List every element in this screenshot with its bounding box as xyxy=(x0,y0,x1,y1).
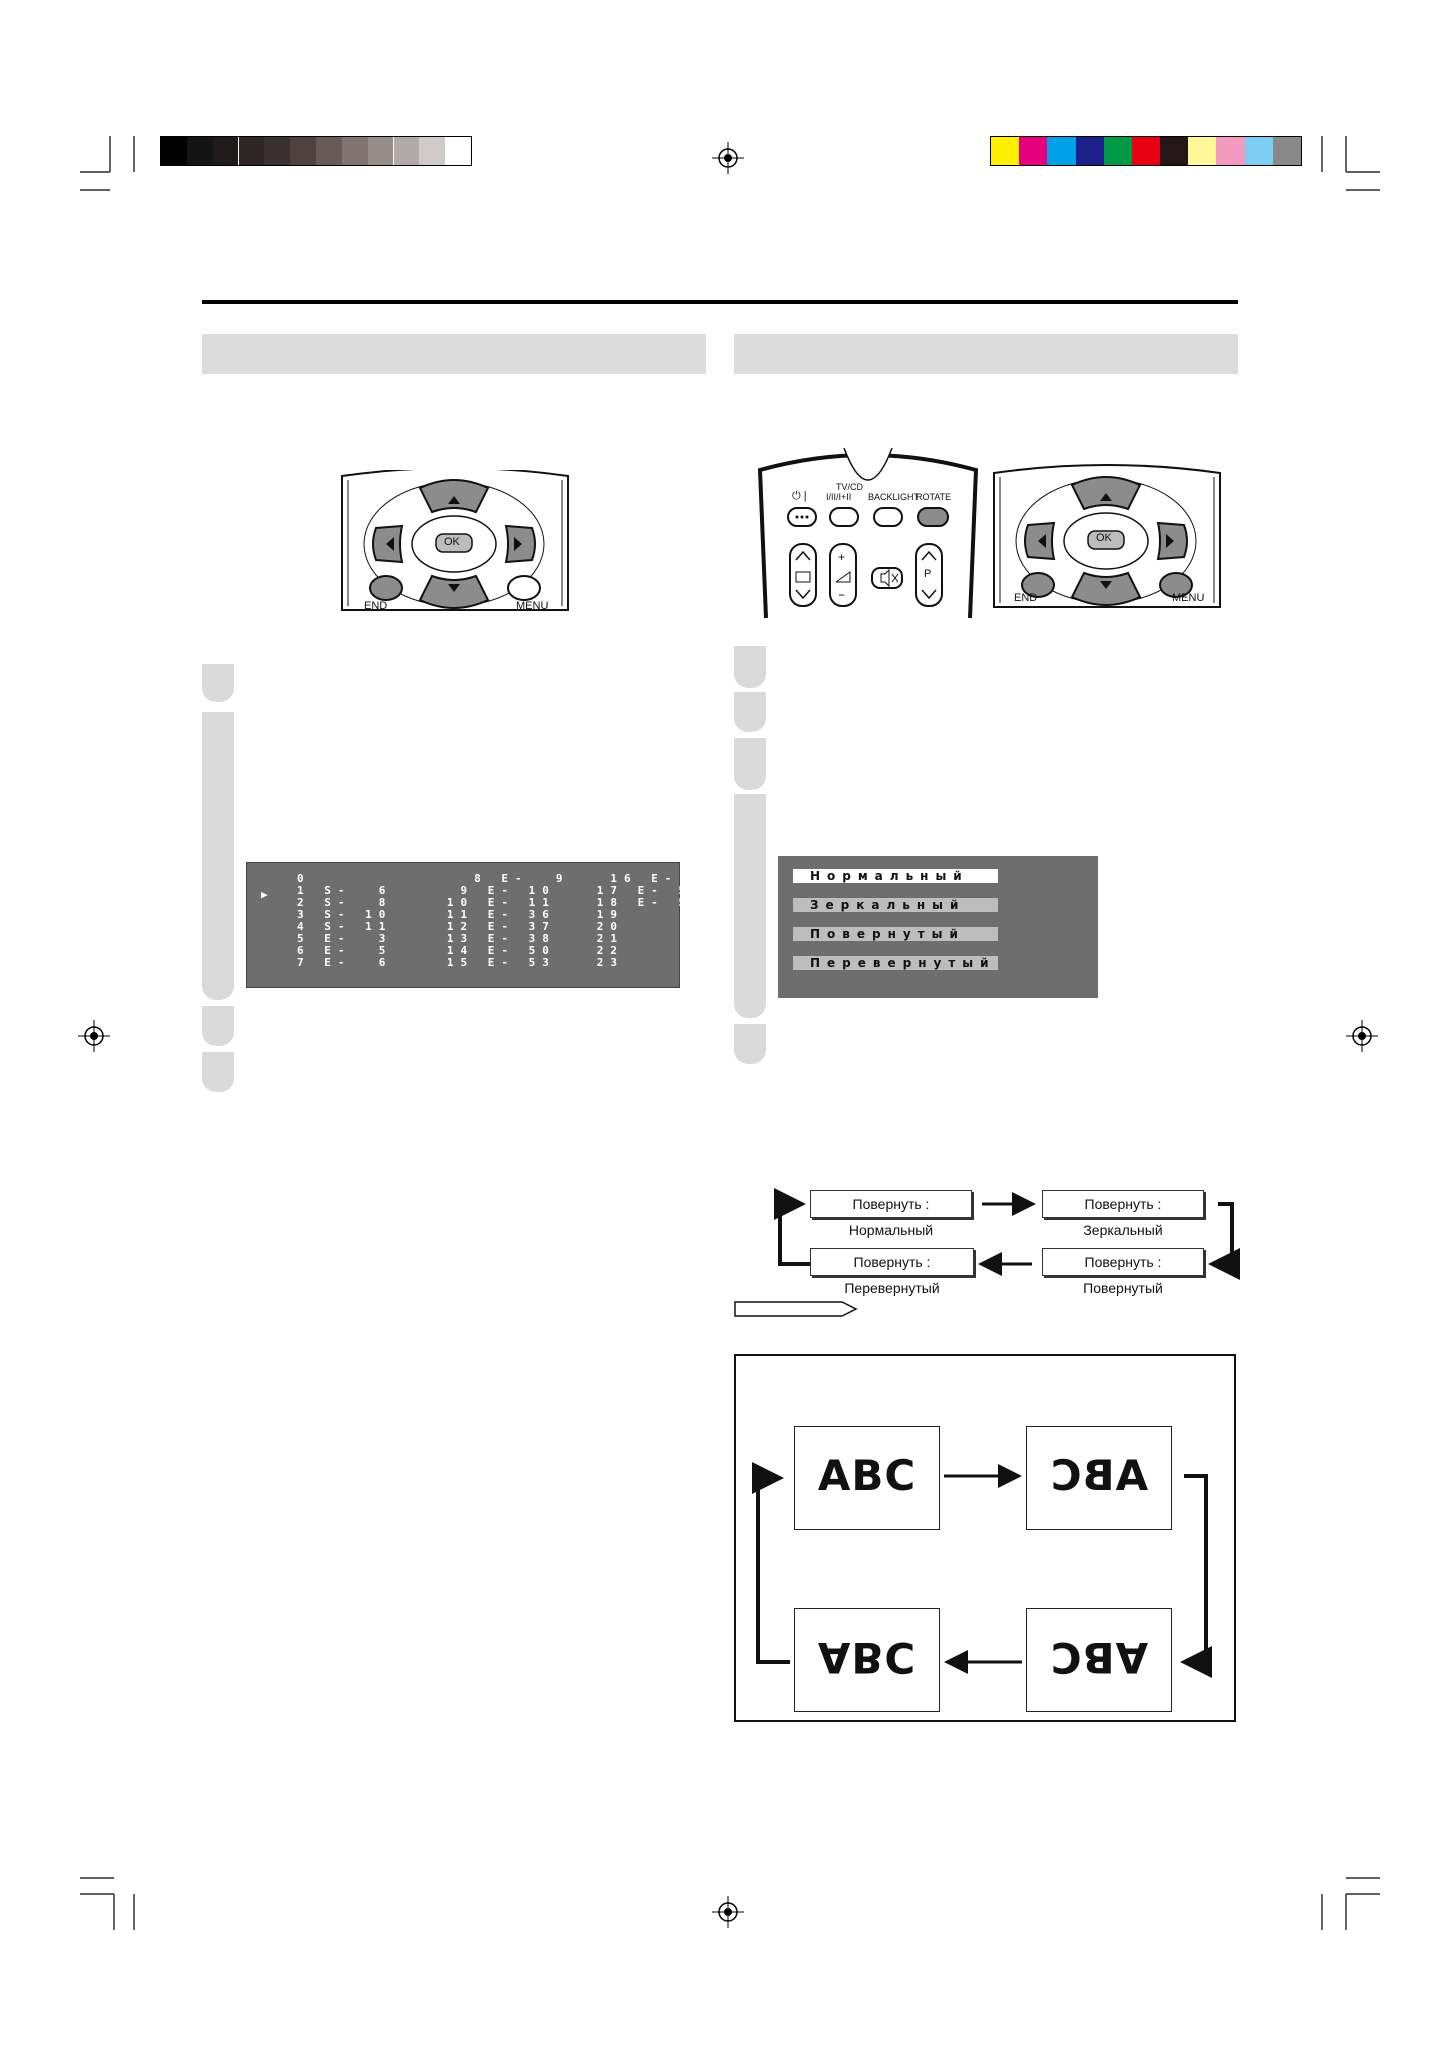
volume-plus-label: + xyxy=(838,550,846,564)
calibration-swatch xyxy=(342,137,368,165)
registration-target-icon xyxy=(1346,1020,1378,1052)
calibration-swatch xyxy=(1104,137,1132,165)
ok-button-label: OK xyxy=(444,536,460,548)
abc-text: ABC xyxy=(1049,1633,1149,1682)
registration-target-icon xyxy=(712,142,744,174)
channel-row: 6 E- 5 14 E- 50 22 xyxy=(297,944,624,957)
calibration-swatch xyxy=(1132,137,1160,165)
abc-text: ABC xyxy=(817,1451,917,1500)
remote-body-icon xyxy=(756,440,980,620)
right-remote-dpad xyxy=(992,464,1222,614)
channel-cursor: ▶ xyxy=(261,888,268,901)
registration-target-icon xyxy=(712,1896,744,1928)
cycle-mirror-box: Повернуть : Зеркальный xyxy=(1042,1190,1204,1218)
menu-item-normal[interactable]: Нормальный xyxy=(793,869,998,883)
calibration-swatch xyxy=(445,137,471,165)
menu-item-mirror[interactable]: Зеркальный xyxy=(793,898,998,912)
left-section-header xyxy=(202,334,706,374)
channel-row: 2 S- 8 10 E- 11 18 E- 57 xyxy=(297,896,706,909)
rotate-label: ROTATE xyxy=(916,492,952,502)
step-tab-1 xyxy=(202,664,234,702)
step-tab-2 xyxy=(734,692,766,732)
step-tab-4 xyxy=(202,1052,234,1092)
abc-text: ABC xyxy=(1049,1451,1149,1500)
calibration-swatch xyxy=(394,137,420,165)
menu-button-label: MENU xyxy=(516,600,549,612)
channel-list-screen xyxy=(246,862,720,988)
ok-button-label: OK xyxy=(1096,532,1112,544)
menu-item-inverted[interactable]: Перевернутый xyxy=(793,956,998,970)
right-remote-button-panel xyxy=(756,440,980,620)
step-tab-1 xyxy=(734,646,766,688)
menu-item-rotated[interactable]: Повернутый xyxy=(793,927,998,941)
calibration-swatch xyxy=(213,137,239,165)
right-section-header xyxy=(734,334,1238,374)
registration-target-icon xyxy=(78,1020,110,1052)
program-label: P xyxy=(924,568,932,580)
abc-cycle-arrows-icon xyxy=(736,1356,1234,1720)
step-tab-5 xyxy=(734,1024,766,1064)
color-calibration-bar xyxy=(990,136,1302,166)
volume-minus-label: − xyxy=(838,588,846,602)
power-label: ⏻ | xyxy=(792,490,807,502)
calibration-swatch xyxy=(419,137,445,165)
calibration-swatch xyxy=(1076,137,1104,165)
cycle-rotated-box: Повернуть : Повернутый xyxy=(1042,1248,1204,1276)
calibration-swatch xyxy=(290,137,316,165)
abc-text: ABC xyxy=(817,1633,917,1682)
left-remote-illustration xyxy=(340,470,570,614)
note-arrow-icon xyxy=(734,1298,858,1320)
channel-row: 5 E- 3 13 E- 38 21 xyxy=(297,932,624,945)
cycle-normal-box: Повернуть : Нормальный xyxy=(810,1190,972,1218)
audio-label: I/II/I+II xyxy=(826,492,852,502)
channel-row: 1 S- 6 9 E- 10 17 E- 56 xyxy=(297,884,706,897)
channel-row: 3 S- 10 11 E- 36 19 xyxy=(297,908,624,921)
step-tab-4 xyxy=(734,794,766,1018)
end-button-label: END xyxy=(1014,592,1038,604)
calibration-swatch xyxy=(187,137,213,165)
calibration-swatch xyxy=(264,137,290,165)
calibration-swatch xyxy=(1160,137,1188,165)
calibration-swatch xyxy=(1047,137,1075,165)
calibration-swatch xyxy=(1245,137,1273,165)
backlight-label: BACKLIGHT xyxy=(868,492,920,502)
calibration-swatch xyxy=(1188,137,1216,165)
abc-orientation-diagram xyxy=(734,1354,1236,1722)
calibration-swatch xyxy=(161,137,187,165)
cycle-inverted-box: Повернуть : Перевернутый xyxy=(810,1248,974,1276)
rotate-menu-screen xyxy=(778,856,1098,998)
calibration-swatch xyxy=(991,137,1019,165)
channel-row: 7 E- 6 15 E- 53 23 xyxy=(297,956,624,969)
end-button-label: END xyxy=(364,600,388,612)
menu-button-label: MENU xyxy=(1172,592,1205,604)
step-tab-3 xyxy=(734,738,766,790)
calibration-swatch xyxy=(1216,137,1244,165)
calibration-swatch xyxy=(1273,137,1301,165)
top-rule xyxy=(202,300,1238,304)
channel-row: 4 S- 11 12 E- 37 20 xyxy=(297,920,624,933)
calibration-swatch xyxy=(368,137,394,165)
calibration-swatch xyxy=(239,137,265,165)
tvcd-label: TV/CD xyxy=(836,482,863,492)
step-tab-3 xyxy=(202,1006,234,1046)
grayscale-calibration-bar xyxy=(160,136,472,166)
calibration-swatch xyxy=(316,137,342,165)
calibration-swatch xyxy=(1019,137,1047,165)
step-tab-2 xyxy=(202,712,234,1000)
channel-rows xyxy=(297,873,719,969)
channel-row: 0 8 E- 9 16 E- 54 xyxy=(297,872,720,885)
